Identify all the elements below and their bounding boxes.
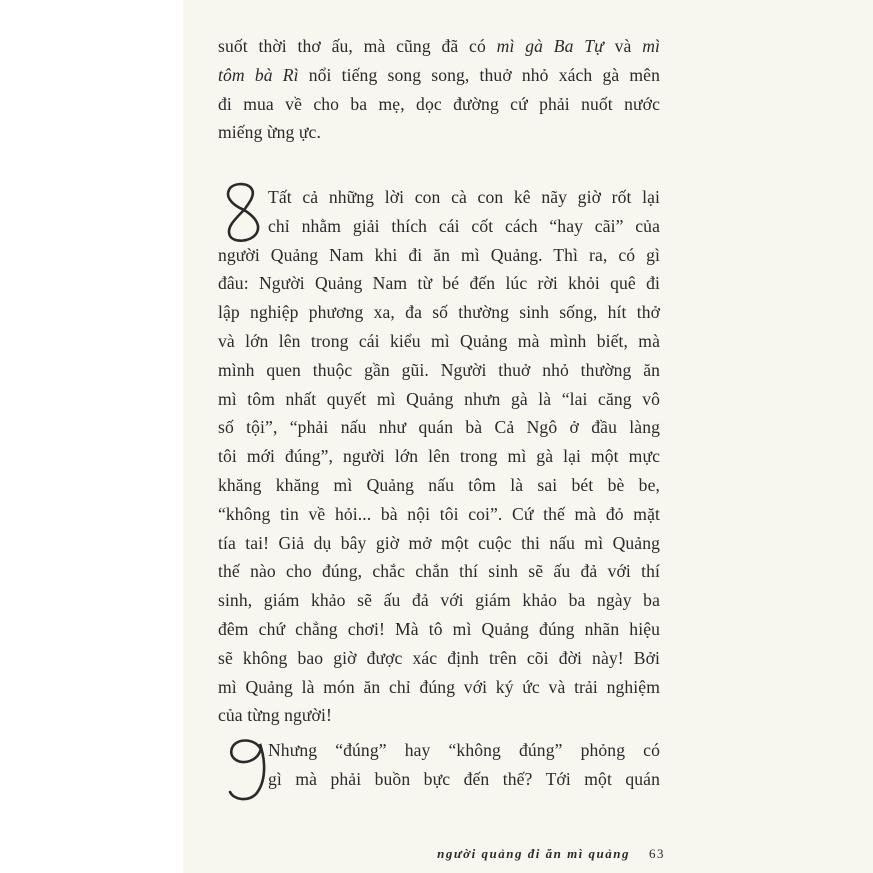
text-line: gì mà phải buồn bực đến thế? Tới một quán	[268, 768, 660, 789]
text-line: đêm chứ chẳng chơi! Mà tô mì Quảng đúng nhãn hiệu	[218, 618, 660, 639]
page-number: 63	[649, 846, 665, 861]
text-line: Nhưng “đúng” hay “không đúng” phỏng có	[268, 740, 660, 760]
paragraph-7-continued	[218, 32, 660, 147]
text-line: “không tin về hỏi... bà nội tôi coi”. Cứ thế mà đỏ mặt	[218, 503, 660, 524]
text-line: đi mua về cho ba mẹ, dọc đường cứ phải nuốt nước	[218, 93, 660, 114]
text-line: tôi mới đúng”, người lớn lên trong mì gà lại một mực	[218, 446, 660, 467]
text-line: suốt thời thơ ấu, mà cũng đã có mì gà Ba Tự và mì	[218, 36, 660, 56]
text-line: và lớn lên trong cái kiểu mì Quảng mà mình biết, mà	[218, 330, 660, 351]
text-line: chỉ nhằm giải thích cái cốt cách “hay cãi” của	[268, 215, 660, 236]
text-line: mì tôm nhất quyết mì Quảng nhưn gà là “lai căng vô	[218, 388, 660, 409]
text-line: lập nghiệp phương xa, đa số thường sinh sống, hít thở	[218, 302, 660, 323]
text-line: người Quảng Nam khi đi ăn mì Quảng. Thì ra, có gì	[218, 244, 660, 265]
text-line: tôm bà Rì nổi tiếng song song, thuở nhỏ xách gà mên	[218, 64, 660, 85]
text-line: mì Quảng là món ăn chỉ đúng với ký ức và trải nghiệm	[218, 676, 660, 697]
paragraph-9	[218, 736, 660, 794]
text-line: sinh, giám khảo sẽ ấu đả với giám khảo ba ngày ba	[218, 590, 660, 611]
text-line: đâu: Người Quảng Nam từ bé đến lúc rời khỏi quê đi	[218, 273, 660, 294]
running-title: người quảng đi ăn mì quảng	[437, 846, 630, 861]
text-line: sẽ không bao giờ được xác định trên cõi đời này! Bởi	[218, 647, 660, 668]
text-line: khăng khăng mì Quảng nấu tôm là sai bét bè be,	[218, 474, 660, 495]
running-footer	[420, 846, 665, 862]
text-line: miếng ừng ực.	[218, 122, 321, 143]
paragraph-8	[218, 183, 660, 730]
text-line: số tội”, “phải nấu như quán bà Cả Ngô ở đầu làng	[218, 417, 660, 438]
text-line: Tất cả những lời con cà con kê nãy giờ rốt lại	[268, 187, 660, 207]
text-line: mình quen thuộc gần gũi. Người thuở nhỏ thường ăn	[218, 359, 660, 380]
text-line: thế nào cho đúng, chắc chắn thí sinh sẽ ấu đả với thí	[218, 561, 660, 582]
text-line: tía tai! Giả dụ bây giờ mở một cuộc thi nấu mì Quảng	[218, 532, 660, 553]
text-line: của từng người!	[218, 705, 332, 726]
